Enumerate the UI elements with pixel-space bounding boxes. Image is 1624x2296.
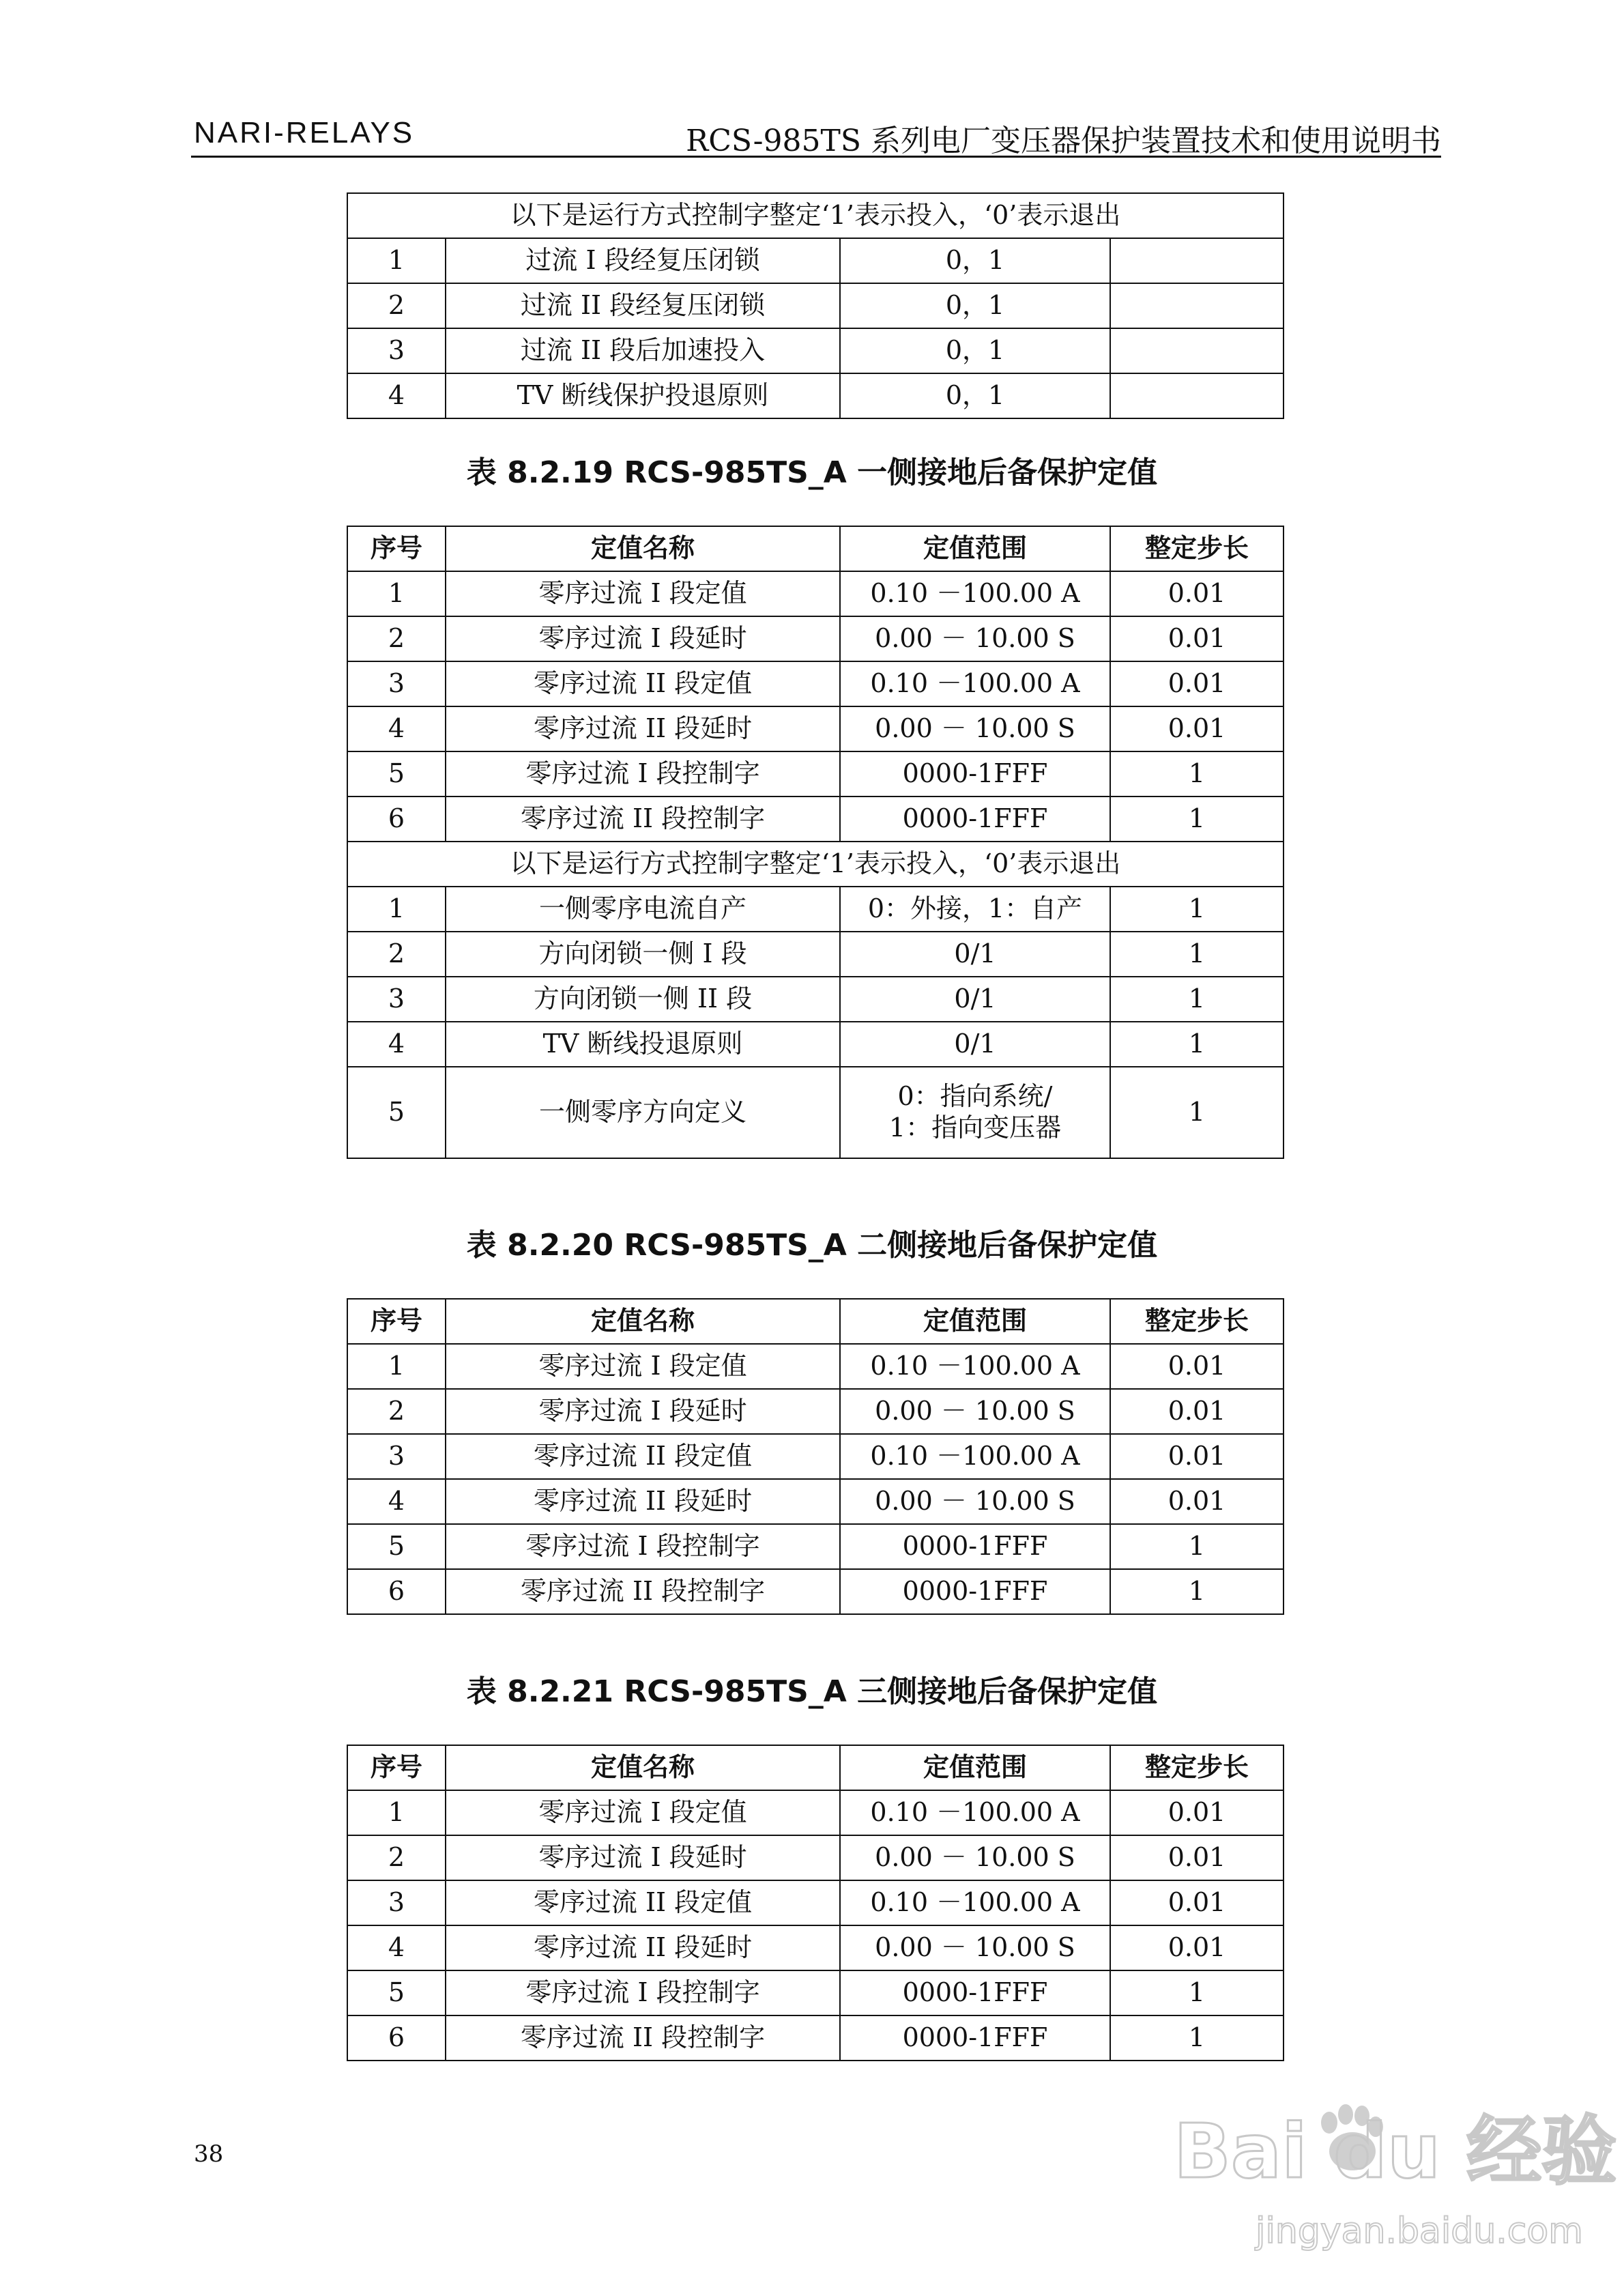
- setting-step: 0.01: [1110, 1835, 1284, 1880]
- setting-name: 零序过流 II 段延时: [446, 1479, 840, 1524]
- table-continuation: [347, 192, 1284, 419]
- setting-range: 0，1: [840, 373, 1110, 418]
- row-number: 2: [347, 1835, 446, 1880]
- row-number: 3: [347, 977, 446, 1022]
- setting-name: 零序过流 I 段控制字: [446, 1524, 840, 1569]
- setting-range: 0.10 －100.00 A: [840, 1880, 1110, 1925]
- setting-name: 方向闭锁一侧 II 段: [446, 977, 840, 1022]
- setting-name: 一侧零序电流自产: [446, 887, 840, 932]
- setting-step: 1: [1110, 932, 1284, 977]
- table-row: [347, 616, 1284, 661]
- table-row: [347, 1835, 1284, 1880]
- setting-range: 0/1: [840, 1022, 1110, 1067]
- table-note: 以下是运行方式控制字整定‘1’表示投入，‘0’表示退出: [347, 842, 1284, 887]
- row-number: 3: [347, 1434, 446, 1479]
- baidu-jingyan-watermark: [1146, 2075, 1617, 2280]
- setting-name: 零序过流 I 段延时: [446, 616, 840, 661]
- table-row: [347, 373, 1284, 418]
- row-number: 1: [347, 1790, 446, 1835]
- setting-step: 1: [1110, 751, 1284, 797]
- table-row: [347, 1434, 1284, 1479]
- table-row: [347, 1389, 1284, 1434]
- setting-range: 0.10 －100.00 A: [840, 1790, 1110, 1835]
- setting-step: 0.01: [1110, 571, 1284, 616]
- setting-name: 过流 II 段后加速投入: [446, 328, 840, 373]
- row-number: 2: [347, 932, 446, 977]
- table-row: [347, 1970, 1284, 2015]
- setting-name: TV 断线投退原则: [446, 1022, 840, 1067]
- column-header-range: 定值范围: [840, 1745, 1110, 1790]
- column-header-range: 定值范围: [840, 1299, 1110, 1344]
- row-number: 1: [347, 238, 446, 283]
- row-number: 5: [347, 751, 446, 797]
- table-row: [347, 1569, 1284, 1614]
- table-row: [347, 706, 1284, 751]
- table-caption-8-2-20: 表 8.2.20 RCS-985TS_A 二侧接地后备保护定值: [466, 1228, 1158, 1263]
- setting-range: 0.00 － 10.00 S: [840, 1835, 1110, 1880]
- setting-step: 0.01: [1110, 1389, 1284, 1434]
- setting-range: 0，1: [840, 283, 1110, 328]
- table-8-2-20: [347, 1298, 1284, 1615]
- table-row: [347, 1790, 1284, 1835]
- column-header-step: 整定步长: [1110, 1745, 1284, 1790]
- setting-name: 零序过流 II 段定值: [446, 1880, 840, 1925]
- table-row: [347, 887, 1284, 932]
- setting-name: 零序过流 I 段定值: [446, 1344, 840, 1389]
- column-header-step: 整定步长: [1110, 1299, 1284, 1344]
- setting-name: 一侧零序方向定义: [446, 1067, 840, 1158]
- table-row: [347, 1022, 1284, 1067]
- row-number: 5: [347, 1067, 446, 1158]
- row-number: 4: [347, 1479, 446, 1524]
- setting-name: 零序过流 II 段延时: [446, 706, 840, 751]
- setting-name: 零序过流 II 段定值: [446, 1434, 840, 1479]
- setting-range-line-1: 0：指向系统/: [897, 1081, 1053, 1112]
- setting-step: 0.01: [1110, 1790, 1284, 1835]
- setting-range: 0.00 － 10.00 S: [840, 616, 1110, 661]
- setting-range: 0.10 －100.00 A: [840, 1434, 1110, 1479]
- column-header-range: 定值范围: [840, 526, 1110, 571]
- row-number: 2: [347, 283, 446, 328]
- setting-step: [1110, 328, 1284, 373]
- table-row: [347, 1344, 1284, 1389]
- setting-step: 0.01: [1110, 1479, 1284, 1524]
- header-divider: [191, 156, 1441, 158]
- setting-range: 0000-1FFF: [840, 1524, 1110, 1569]
- table-caption-8-2-19: 表 8.2.19 RCS-985TS_A 一侧接地后备保护定值: [466, 455, 1158, 490]
- setting-range-line-2: 1：指向变压器: [888, 1113, 1062, 1143]
- setting-name: 零序过流 I 段控制字: [446, 751, 840, 797]
- row-number: 3: [347, 1880, 446, 1925]
- setting-name: 零序过流 I 段定值: [446, 1790, 840, 1835]
- column-header-name: 定值名称: [446, 1299, 840, 1344]
- row-number: 3: [347, 661, 446, 706]
- setting-step: [1110, 238, 1284, 283]
- setting-range: 0：外接，1：自产: [840, 887, 1110, 932]
- setting-step: 1: [1110, 887, 1284, 932]
- column-header-name: 定值名称: [446, 526, 840, 571]
- table-row: [347, 661, 1284, 706]
- setting-step: 0.01: [1110, 1880, 1284, 1925]
- table-row: [347, 977, 1284, 1022]
- row-number: 4: [347, 373, 446, 418]
- setting-range: 0000-1FFF: [840, 1970, 1110, 2015]
- setting-range: 0.10 －100.00 A: [840, 1344, 1110, 1389]
- table-row: [347, 2015, 1284, 2061]
- setting-name: 零序过流 II 段控制字: [446, 2015, 840, 2061]
- setting-step: 1: [1110, 1524, 1284, 1569]
- setting-name: 零序过流 II 段延时: [446, 1925, 840, 1970]
- header-document-title: RCS-985TS 系列电厂变压器保护装置技术和使用说明书: [686, 124, 1441, 158]
- setting-name: 零序过流 I 段延时: [446, 1389, 840, 1434]
- setting-range: 0000-1FFF: [840, 2015, 1110, 2061]
- table-note: 以下是运行方式控制字整定‘1’表示投入，‘0’表示退出: [347, 193, 1284, 238]
- row-number: 6: [347, 797, 446, 842]
- setting-range: 0，1: [840, 238, 1110, 283]
- row-number: 4: [347, 1022, 446, 1067]
- setting-step: [1110, 373, 1284, 418]
- row-number: 2: [347, 1389, 446, 1434]
- row-number: 3: [347, 328, 446, 373]
- setting-range: 0.10 －100.00 A: [840, 571, 1110, 616]
- setting-step: 1: [1110, 2015, 1284, 2061]
- setting-step: 1: [1110, 1067, 1284, 1158]
- table-note-row: [347, 193, 1284, 238]
- setting-name: 零序过流 II 段控制字: [446, 1569, 840, 1614]
- setting-step: 0.01: [1110, 1434, 1284, 1479]
- setting-name: 零序过流 I 段控制字: [446, 1970, 840, 2015]
- row-number: 1: [347, 1344, 446, 1389]
- table-note-row: [347, 842, 1284, 887]
- table-row: [347, 932, 1284, 977]
- table-header-row: [347, 1299, 1284, 1344]
- setting-name: 零序过流 I 段延时: [446, 1835, 840, 1880]
- table-row: [347, 571, 1284, 616]
- setting-name: 过流 I 段经复压闭锁: [446, 238, 840, 283]
- table-header-row: [347, 1745, 1284, 1790]
- setting-range: 0000-1FFF: [840, 797, 1110, 842]
- column-header-name: 定值名称: [446, 1745, 840, 1790]
- table-row: [347, 1925, 1284, 1970]
- row-number: 4: [347, 1925, 446, 1970]
- page-number: 38: [194, 2140, 224, 2168]
- table-row: [347, 1067, 1284, 1158]
- table-row: [347, 328, 1284, 373]
- table-row: [347, 1479, 1284, 1524]
- row-number: 2: [347, 616, 446, 661]
- setting-range: 0.00 － 10.00 S: [840, 1389, 1110, 1434]
- setting-step: 0.01: [1110, 661, 1284, 706]
- row-number: 1: [347, 887, 446, 932]
- setting-range: 0.00 － 10.00 S: [840, 706, 1110, 751]
- setting-step: 1: [1110, 1970, 1284, 2015]
- table-row: [347, 751, 1284, 797]
- setting-range: 0000-1FFF: [840, 751, 1110, 797]
- column-header-number: 序号: [347, 1745, 446, 1790]
- table-row: [347, 1880, 1284, 1925]
- setting-name: 过流 II 段经复压闭锁: [446, 283, 840, 328]
- table-row: [347, 797, 1284, 842]
- column-header-step: 整定步长: [1110, 526, 1284, 571]
- table-8-2-19: [347, 526, 1284, 1159]
- setting-range: [840, 1067, 1110, 1158]
- table-caption-8-2-21: 表 8.2.21 RCS-985TS_A 三侧接地后备保护定值: [466, 1674, 1158, 1709]
- setting-step: 1: [1110, 797, 1284, 842]
- watermark-brand: Bai du 经验: [1174, 2108, 1617, 2195]
- setting-range: 0，1: [840, 328, 1110, 373]
- setting-step: 1: [1110, 1022, 1284, 1067]
- setting-range: 0/1: [840, 977, 1110, 1022]
- column-header-number: 序号: [347, 1299, 446, 1344]
- setting-name: TV 断线保护投退原则: [446, 373, 840, 418]
- setting-step: 0.01: [1110, 616, 1284, 661]
- setting-step: 0.01: [1110, 706, 1284, 751]
- setting-range: 0.00 － 10.00 S: [840, 1479, 1110, 1524]
- setting-step: [1110, 283, 1284, 328]
- table-row: [347, 283, 1284, 328]
- row-number: 6: [347, 1569, 446, 1614]
- table-row: [347, 1524, 1284, 1569]
- setting-name: 零序过流 I 段定值: [446, 571, 840, 616]
- setting-range: 0.10 －100.00 A: [840, 661, 1110, 706]
- column-header-number: 序号: [347, 526, 446, 571]
- table-row: [347, 238, 1284, 283]
- row-number: 6: [347, 2015, 446, 2061]
- setting-range: 0000-1FFF: [840, 1569, 1110, 1614]
- setting-name: 方向闭锁一侧 I 段: [446, 932, 840, 977]
- setting-step: 0.01: [1110, 1344, 1284, 1389]
- table-8-2-21: [347, 1745, 1284, 2061]
- row-number: 5: [347, 1524, 446, 1569]
- setting-step: 1: [1110, 977, 1284, 1022]
- header-brand: NARI-RELAYS: [194, 116, 415, 149]
- table-header-row: [347, 526, 1284, 571]
- row-number: 1: [347, 571, 446, 616]
- watermark-url: jingyan.baidu.com: [1256, 2211, 1583, 2252]
- setting-step: 0.01: [1110, 1925, 1284, 1970]
- setting-name: 零序过流 II 段定值: [446, 661, 840, 706]
- row-number: 5: [347, 1970, 446, 2015]
- row-number: 4: [347, 706, 446, 751]
- setting-name: 零序过流 II 段控制字: [446, 797, 840, 842]
- setting-step: 1: [1110, 1569, 1284, 1614]
- setting-range: 0.00 － 10.00 S: [840, 1925, 1110, 1970]
- setting-range: 0/1: [840, 932, 1110, 977]
